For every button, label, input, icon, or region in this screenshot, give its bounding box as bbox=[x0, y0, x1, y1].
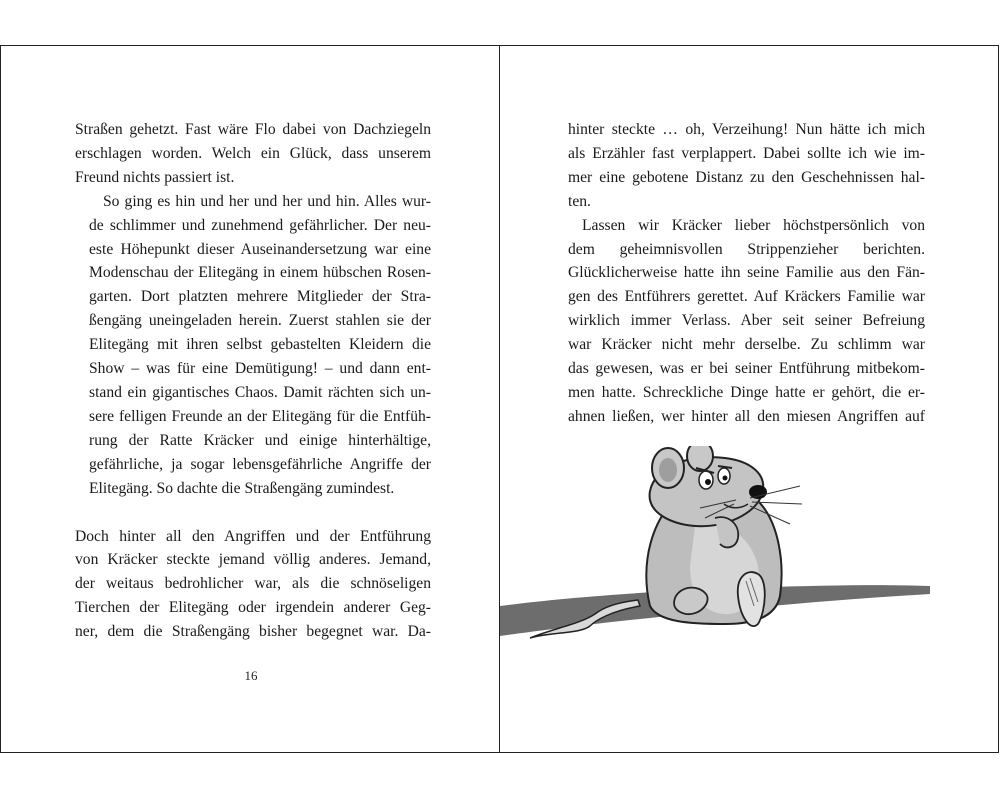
rat-ear bbox=[687, 446, 713, 471]
text-line: ahnen ließen, wer hinter all den miesen Angriffen auf bbox=[568, 407, 925, 425]
text-line: sere felligen Freunde an der Elitegäng für die Entfüh- bbox=[89, 407, 431, 425]
text-line: Elitegäng mit ihren selbst gebastelten Kleidern die bbox=[89, 336, 431, 354]
text-line: So ging es hin und her und her und hin. Alles wur- bbox=[103, 192, 431, 210]
paragraph bbox=[75, 525, 431, 645]
text-line: Lassen wir Kräcker lieber höchstpersönlich von bbox=[582, 216, 925, 234]
text-line: stand ein gigantisches Chaos. Damit rächten sich un- bbox=[89, 383, 431, 401]
page-number: 16 bbox=[244, 668, 258, 683]
text-line: Modenschau der Elitegäng in einem hübschen Rosen- bbox=[89, 264, 431, 282]
text-line: dem geheimnisvollen Strippenzieher berichten. bbox=[568, 240, 925, 258]
left-page bbox=[0, 46, 500, 752]
rat-illustration bbox=[500, 446, 940, 646]
text-line: Doch hinter all den Angriffen und der Entführung bbox=[75, 527, 431, 545]
rat-ear-inner bbox=[659, 458, 677, 482]
left-page-text bbox=[75, 118, 431, 644]
rat-pupil bbox=[723, 476, 728, 481]
text-line: war Kräcker nicht mehr derselbe. Zu schlimm war bbox=[568, 336, 925, 354]
text-line: Elitegäng. So dachte die Straßengäng zumindest. bbox=[89, 479, 395, 497]
text-line: garten. Dort platzten mehrere Mitglieder der Stra- bbox=[89, 288, 431, 306]
text-line: gefährliche, ja sogar lebensgefährliche Angriffe der bbox=[89, 455, 431, 473]
text-line: gen des Entführers gerettet. Auf Kräckers Familie war bbox=[568, 288, 925, 306]
text-line: mer eine gebotene Distanz zu den Geschehnissen hal- bbox=[568, 168, 925, 186]
text-line: erschlagen worden. Welch ein Glück, dass unserem bbox=[75, 144, 431, 162]
text-line: ßengäng uneingeladen herein. Zuerst stahlen sie der bbox=[89, 312, 431, 330]
text-line: Glücklicherweise hatte ihn seine Familie aus den Fän- bbox=[568, 264, 925, 282]
text-line: das gewesen, was er bei seiner Entführung mitbekom- bbox=[568, 360, 925, 378]
text-line: Straßen gehetzt. Fast wäre Flo dabei von Dachziegeln bbox=[75, 121, 431, 138]
text-line: Freund nichts passiert ist. bbox=[75, 168, 235, 186]
text-line: de schlimmer und zunehmend gefährlicher. Der neu- bbox=[89, 216, 431, 234]
rat-pupil bbox=[705, 479, 711, 485]
text-line: ten. bbox=[568, 192, 591, 210]
right-page bbox=[500, 46, 999, 752]
text-line: der weitaus bedrohlicher war, als die schnöseligen bbox=[75, 575, 431, 593]
text-line: men hatte. Schreckliche Dinge hatte er gehört, die er- bbox=[568, 383, 925, 401]
text-line: Tierchen der Elitegäng oder irgendein anderer Geg- bbox=[75, 599, 431, 617]
text-line: von Kräcker steckte jemand völlig anderes. Jemand, bbox=[75, 551, 431, 569]
right-page-text bbox=[568, 118, 925, 429]
paragraph bbox=[75, 118, 431, 190]
paragraph bbox=[568, 118, 925, 214]
text-line: hinter steckte … oh, Verzeihung! Nun hätte ich mich bbox=[568, 121, 925, 138]
text-line: wirklich immer Verlass. Aber seit seiner Befreiung bbox=[568, 312, 925, 330]
rat-nose bbox=[749, 485, 767, 499]
text-line: rung der Ratte Kräcker und einige hinterhältige, bbox=[89, 431, 431, 449]
paragraph bbox=[568, 214, 925, 429]
book-spread bbox=[0, 45, 999, 753]
text-line: Show – was für eine Demütigung! – und dann ent- bbox=[89, 360, 431, 378]
text-line: ner, dem die Straßengäng bisher begegnet war. Da- bbox=[75, 623, 431, 641]
text-line: als Erzähler fast verplappert. Dabei sollte ich wie im- bbox=[568, 144, 925, 162]
paragraph bbox=[75, 190, 431, 501]
text-line: este Höhepunkt dieser Auseinandersetzung war eine bbox=[89, 240, 431, 258]
